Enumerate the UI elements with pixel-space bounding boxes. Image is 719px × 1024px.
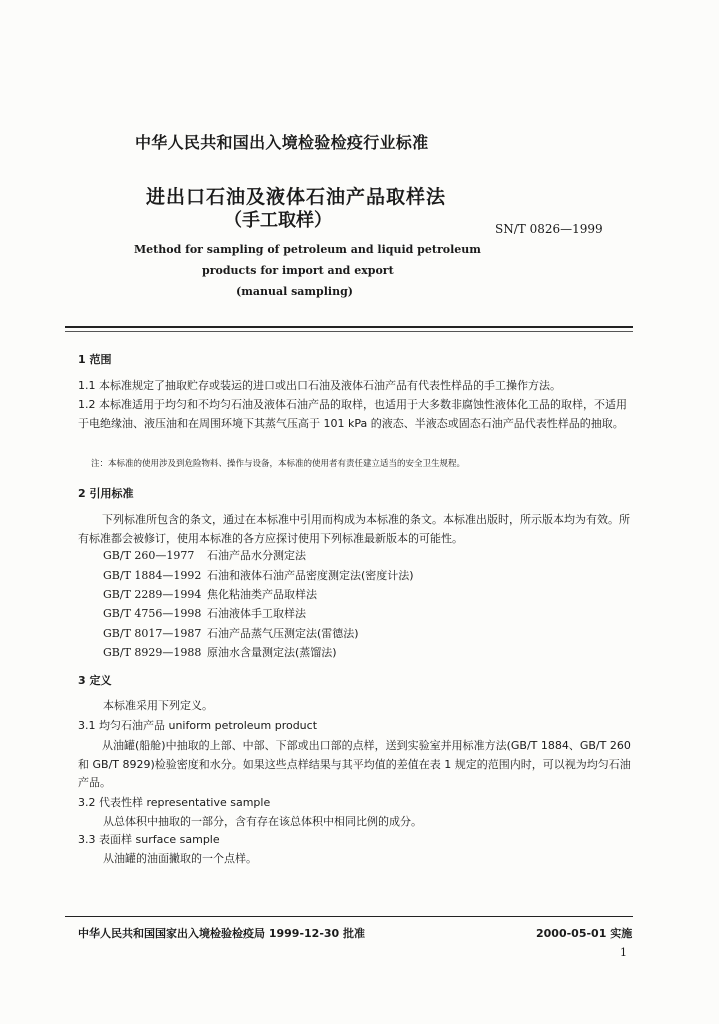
- section-heading-definitions: 3 定义: [78, 674, 112, 687]
- page-number: 1: [620, 946, 627, 959]
- references-intro: 下列标准所包含的条文，通过在本标准中引用而构成为本标准的条文。本标准出版时，所示版本均为有效。所有标准都会被修订，使用本标准的各方应探讨使用下列标准最新版本的可能性。: [78, 513, 630, 545]
- reference-code: GB/T 8017—1987: [103, 627, 202, 640]
- definition-term-1: 3.1 均匀石油产品 uniform petroleum product: [78, 719, 318, 732]
- reference-code: GB/T 260—1977: [103, 549, 195, 562]
- reference-item: [103, 547, 306, 563]
- reference-code: GB/T 1884—1992: [103, 569, 202, 582]
- definition-text-3: 从油罐的油面撇取的一个点样。: [103, 852, 257, 865]
- reference-code: GB/T 8929—1988: [103, 646, 202, 659]
- reference-code: GB/T 4756—1998: [103, 607, 202, 620]
- section-heading-scope: 1 范围: [78, 353, 112, 366]
- header-divider-thin: [65, 331, 633, 332]
- english-title-line2: products for import and export: [202, 264, 394, 277]
- document-subtitle: （手工取样）: [224, 210, 332, 231]
- reference-item: [103, 605, 306, 621]
- header-divider-thick: [65, 326, 633, 328]
- document-title: 进出口石油及液体石油产品取样法: [146, 186, 447, 208]
- english-title-line3: (manual sampling): [236, 285, 354, 298]
- scope-paragraph-1: 1.1 本标准规定了抽取贮存或装运的进口或出口石油及液体石油产品有代表性样品的手工操作方法。: [78, 379, 561, 392]
- scope-paragraph-2: 1.2 本标准适用于均匀和不均匀石油及液体石油产品的取样，也适用于大多数非腐蚀性液体化工品的取样，不适用于电绝缘油、液压油和在周围环境下其蒸气压高于 101 kPa 的液态、半液态或固态石油产品代表性样品的抽取。: [78, 398, 627, 430]
- effective-date: 2000-05-01 实施: [536, 927, 633, 940]
- reference-item: [103, 644, 337, 660]
- reference-title: 原油水含量测定法(蒸馏法): [207, 646, 337, 659]
- reference-item: [103, 625, 359, 641]
- reference-title: 焦化粘油类产品取样法: [207, 588, 317, 601]
- industry-standard-label: 中华人民共和国出入境检验检疫行业标准: [135, 133, 429, 152]
- english-title-line1: Method for sampling of petroleum and liquid petroleum: [134, 243, 481, 256]
- issuer-approval: 中华人民共和国国家出入境检验检疫局 1999-12-30 批准: [78, 927, 366, 940]
- section-heading-references: 2 引用标准: [78, 487, 134, 500]
- definition-term-3: 3.3 表面样 surface sample: [78, 833, 220, 846]
- reference-code: GB/T 2289—1994: [103, 588, 202, 601]
- reference-title: 石油产品水分测定法: [207, 549, 306, 562]
- reference-title: 石油产品蒸气压测定法(雷德法): [207, 627, 359, 640]
- scope-note: 注：本标准的使用涉及到危险物料、操作与设备，本标准的使用者有责任建立适当的安全卫生规程。: [91, 459, 466, 469]
- reference-item: [103, 567, 414, 583]
- definition-text-1: 从油罐(船舱)中抽取的上部、中部、下部或出口部的点样，送到实验室并用标准方法(GB/T 1884、GB/T 260 和 GB/T 8929)检验密度和水分。如果这些点样结果与其平均值的差值在表 1 规定的范围内时，可以视为均匀石油产品。: [78, 739, 631, 789]
- reference-title: 石油液体手工取样法: [207, 607, 306, 620]
- standard-number: SN/T 0826—1999: [495, 222, 603, 236]
- definition-term-2: 3.2 代表性样 representative sample: [78, 796, 271, 809]
- definition-text-2: 从总体积中抽取的一部分，含有存在该总体积中相同比例的成分。: [103, 815, 422, 828]
- definitions-intro: 本标准采用下列定义。: [103, 699, 213, 712]
- reference-item: [103, 586, 317, 602]
- reference-title: 石油和液体石油产品密度测定法(密度计法): [207, 569, 414, 582]
- footer-divider: [65, 916, 633, 917]
